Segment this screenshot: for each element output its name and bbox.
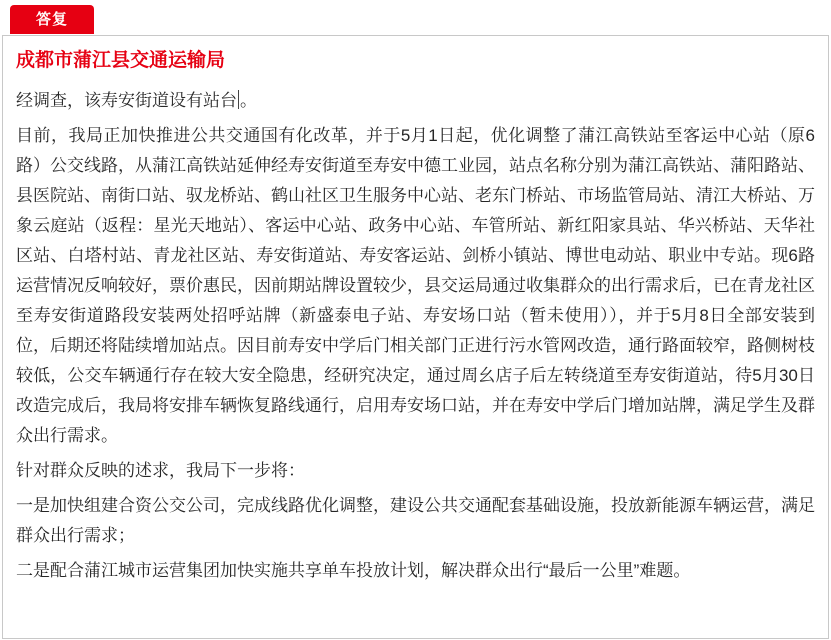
reply-paragraph-survey [16, 86, 815, 116]
reply-paragraph-step-two: 二是配合蒲江城市运营集团加快实施共享单车投放计划，解决群众出行“最后一公里”难题。 [16, 561, 691, 580]
reply-body-editor[interactable] [16, 86, 815, 586]
reply-content-box [2, 35, 829, 639]
text-caret [238, 90, 239, 109]
agency-title: 成都市蒲江县交通运输局 [16, 50, 226, 71]
reply-paragraph-route-details: 目前，我局正加快推进公共交通国有化改革，并于5月1日起，优化调整了蒲江高铁站至客运中心站（原6路）公交线路，从蒲江高铁站延伸经寿安街道至寿安中德工业园，站点名称分别为蒲江高铁站、蒲阳路站、县医院站、南街口站、驭龙桥站、鹤山社区卫生服务中心站、老东门桥站、市场监管局站、清江大桥站、万象云庭站（返程：星光天地站）、客运中心站、政务中心站、车管所站、新红阳家具站、华兴桥站、天华社区站、白塔村站、青龙社区站、寿安街道站、寿安客运站、剑桥小镇站、博世电动站、职业中专站。现6路运营情况反响较好，票价惠民，因前期站牌设置较少，县交运局通过收集群众的出行需求后，已在青龙社区至寿安街道路段安装两处招呼站牌（新盛泰电子站、寿安场口站（暂未使用）），并于5月8日全部安装到位，后期还将陆续增加站点。因目前寿安中学后门相关部门正进行污水管网改造，通行路面较窄，路侧树枝较低，公交车辆通行存在较大安全隐患，经研究决定，通过周幺店子后左转绕道至寿安街道站，待5月30日改造完成后，我局将安排车辆恢复路线通行，启用寿安场口站，并在寿安中学后门增加站牌，满足学生及群众出行需求。 [16, 126, 815, 445]
paragraph-text-before-caret: 经调查，该寿安街道设有站台 [16, 91, 237, 110]
reply-tab-badge[interactable]: 答复 [10, 5, 94, 34]
reply-paragraph-next-steps-heading: 针对群众反映的述求，我局下一步将： [16, 461, 305, 480]
reply-paragraph-step-one: 一是加快组建合资公交公司，完成线路优化调整，建设公共交通配套基础设施，投放新能源车辆运营，满足群众出行需求； [16, 496, 815, 545]
paragraph-text-after-caret: 。 [240, 91, 257, 110]
